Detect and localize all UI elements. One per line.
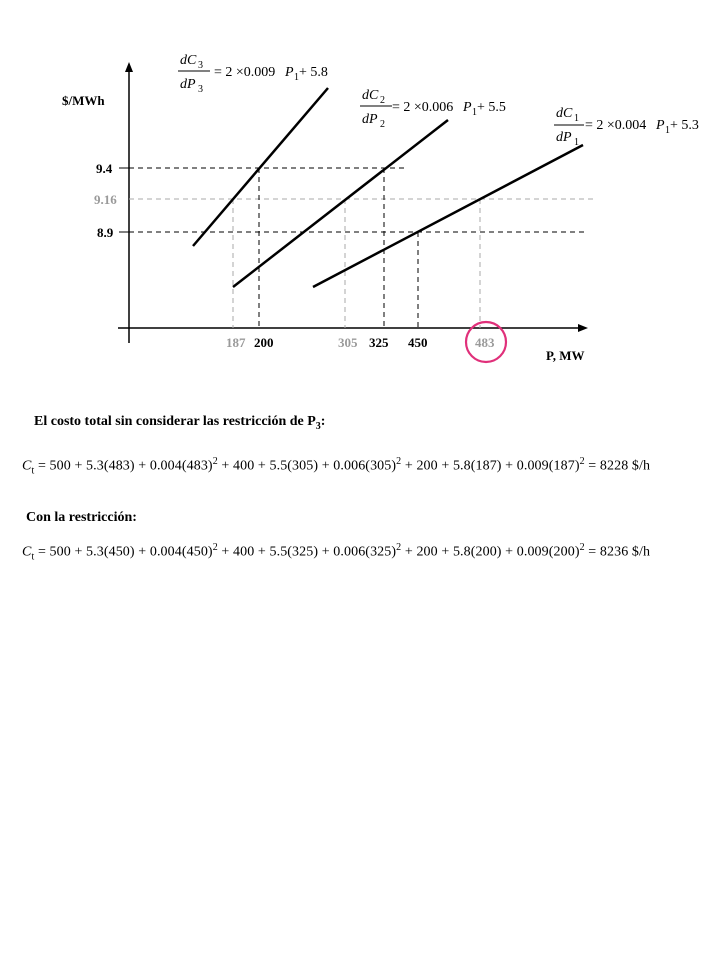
equation-unit-3 (178, 53, 328, 95)
svg-text:1: 1 (294, 72, 299, 83)
equation-unit-1 (554, 106, 699, 148)
svg-text:= 2 ×0.004: = 2 ×0.004 (585, 118, 647, 133)
x-tick-305: 305 (338, 335, 358, 350)
x-tick-187: 187 (226, 335, 246, 350)
svg-text:1: 1 (665, 125, 670, 136)
svg-text:= 2 ×0.006: = 2 ×0.006 (392, 100, 454, 115)
svg-text:dP: dP (362, 112, 378, 127)
cost-diagram (0, 0, 720, 400)
svg-text:P: P (463, 100, 472, 115)
svg-text:P: P (285, 65, 294, 80)
x-tick-200: 200 (254, 335, 274, 350)
incremental-cost-line-unit-2 (233, 120, 448, 287)
svg-text:dP: dP (556, 130, 572, 145)
section-label-unconstrained: El costo total sin considerar las restricción de $P_3$: (34, 414, 326, 432)
svg-text:1: 1 (472, 107, 477, 118)
y-axis-arrow (125, 62, 133, 72)
svg-text:dC: dC (180, 53, 197, 68)
svg-text:P: P (656, 118, 665, 133)
svg-text:+ 5.3: + 5.3 (670, 118, 699, 133)
svg-text:2: 2 (380, 95, 385, 106)
total-cost-equation-constrained: $C_t = 500 + 5.3(450) + 0.004(450)^2 + 400 + 5.5(325) + 0.006(325)^2 + 200 + 5.8(200) + 0.009(200)^2 = 8236$ $/h (22, 542, 651, 563)
x-tick-450: 450 (408, 335, 428, 350)
x-axis-arrow (578, 324, 588, 332)
x-tick-325: 325 (369, 335, 389, 350)
svg-text:+ 5.5: + 5.5 (477, 100, 506, 115)
svg-text:2: 2 (380, 119, 385, 130)
y-tick-9-4: 9.4 (96, 161, 113, 176)
svg-text:3: 3 (198, 60, 203, 71)
x-axis-label: P, MW (546, 348, 585, 363)
svg-text:1: 1 (574, 113, 579, 124)
svg-text:3: 3 (198, 84, 203, 95)
total-cost-equation-unconstrained: $C_t = 500 + 5.3(483) + 0.004(483)^2 + 400 + 5.5(305) + 0.006(305)^2 + 200 + 5.8(187) + 0.009(187)^2 = 8228$ $/h (22, 456, 651, 477)
x-tick-483: 483 (475, 335, 495, 350)
y-tick-8-9: 8.9 (97, 225, 114, 240)
y-axis-label: $/MWh (62, 93, 105, 108)
svg-text:= 2 ×0.009: = 2 ×0.009 (214, 65, 276, 80)
svg-text:dP: dP (180, 77, 196, 92)
equation-unit-2 (360, 88, 506, 130)
svg-text:dC: dC (362, 88, 379, 103)
svg-text:+ 5.8: + 5.8 (299, 65, 328, 80)
section-label-constrained: Con la restricción: (26, 510, 137, 525)
svg-text:dC: dC (556, 106, 573, 121)
incremental-cost-line-unit-1 (313, 145, 583, 287)
svg-text:1: 1 (574, 137, 579, 148)
incremental-cost-line-unit-3 (193, 88, 328, 246)
y-tick-9-16: 9.16 (94, 192, 117, 207)
